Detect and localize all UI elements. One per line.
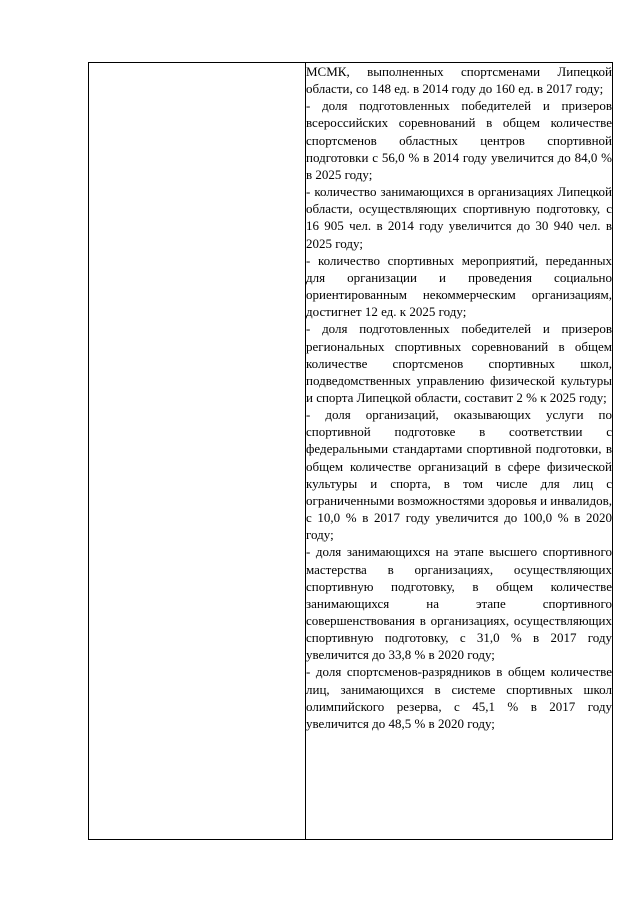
document-table <box>88 62 613 840</box>
indicators-text <box>306 63 612 732</box>
right-cell <box>306 63 613 840</box>
paragraph-regional-winners: - доля подготовленных победителей и призеров региональных спортивных соревнований в общем количестве спортсменов спортивных школ, подведомственных управлению физической культуры и спорта Липецкой области, составит 2 % к 2025 году; <box>306 321 612 405</box>
paragraph-federal-standards: - доля организаций, оказывающих услуги по спортивной подготовке в соответствии с федеральными стандартами спортивной подготовки, в общем количестве организаций в сфере физической культуры и спорта, в том числе для лиц с ограниченными возможностями здоровья и инвалидов, с 10,0 % в 2017 году увеличится до 100,0 % в 2020 году; <box>306 407 612 543</box>
paragraph-sports-events: - количество спортивных мероприятий, переданных для организации и проведения социально ориентированным некоммерческим организациям, достигнет 12 ед. к 2025 году; <box>306 252 612 320</box>
paragraph-ranked-athletes: - доля спортсменов-разрядников в общем количестве лиц, занимающихся в системе спортивных школ олимпийского резерва, с 45,1 % в 2017 году увеличится до 48,5 % в 2020 году; <box>306 664 612 731</box>
paragraph-all-russian-winners: - доля подготовленных победителей и призеров всероссийских соревнований в общем количестве спортсменов областных центров спортивной подготовки с 56,0 % в 2014 году увеличится до 84,0 % в 2025 году; <box>306 98 612 182</box>
left-cell <box>89 63 306 840</box>
paragraph-mcmk: МСМК, выполненных спортсменами Липецкой области, со 148 ед. в 2014 году до 160 ед. в 2017 году; <box>306 64 612 97</box>
table-row <box>89 63 613 840</box>
paragraph-participants-count: - количество занимающихся в организациях Липецкой области, осуществляющих спортивную подготовку, с 16 905 чел. в 2014 году увеличится до 30 940 чел. в 2025 году; <box>306 184 612 251</box>
paragraph-higher-mastery: - доля занимающихся на этапе высшего спортивного мастерства в организациях, осуществляющих спортивную подготовку, в общем количестве занимающихся на этапе спортивного совершенствования в организациях, осуществляющих спортивную подготовку, с 31,0 % в 2017 году увеличится до 33,8 % в 2020 году; <box>306 544 612 663</box>
